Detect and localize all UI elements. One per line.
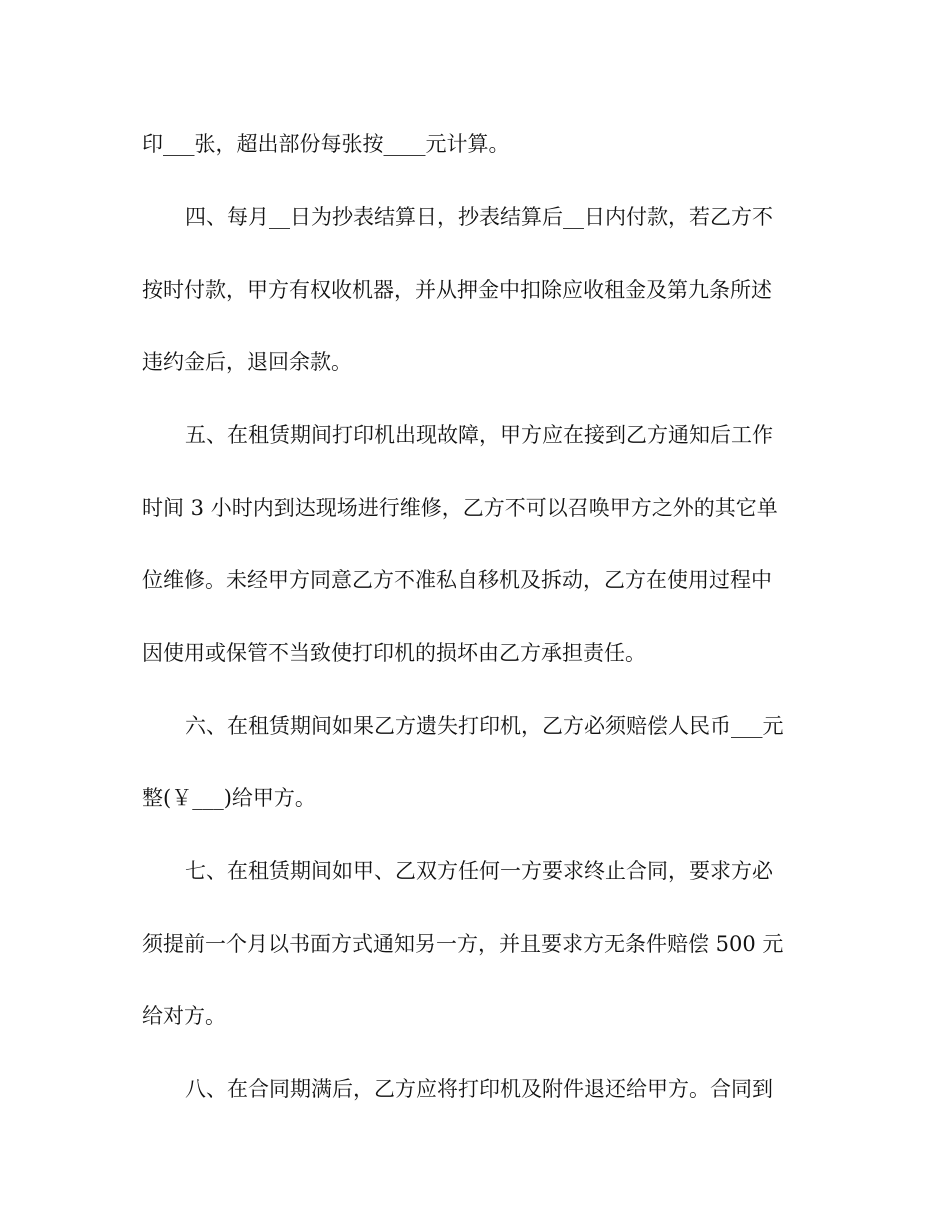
text-line: 时间 3 小时内到达现场进行维修，乙方不可以召唤甲方之外的其它单 [142, 496, 778, 520]
text-line: 因使用或保管不当致使打印机的损坏由乙方承担责任。 [142, 641, 646, 665]
text-line: 违约金后，退回余款。 [142, 350, 352, 374]
clause-7-start: 七、在租赁期间如甲、乙双方任何一方要求终止合同，要求方必 [185, 859, 773, 883]
clause-8-start: 八、在合同期满后，乙方应将打印机及附件退还给甲方。合同到 [185, 1077, 773, 1101]
text-line: 位维修。未经甲方同意乙方不准私自移机及拆动，乙方在使用过程中 [142, 568, 772, 592]
text-line: 整(￥___)给甲方。 [142, 786, 316, 810]
clause-4-start: 四、每月__日为抄表结算日，抄表结算后__日内付款，若乙方不 [185, 205, 773, 229]
text-line: 按时付款，甲方有权收机器，并从押金中扣除应收租金及第九条所述 [142, 278, 772, 302]
text-line: 印___张，超出部份每张按____元计算。 [142, 132, 510, 156]
clause-6-start: 六、在租赁期间如果乙方遗失打印机，乙方必须赔偿人民币___元 [185, 714, 784, 738]
text-line: 给对方。 [142, 1004, 226, 1028]
text-line: 须提前一个月以书面方式通知另一方，并且要求方无条件赔偿 500 元 [142, 932, 784, 956]
clause-5-start: 五、在租赁期间打印机出现故障，甲方应在接到乙方通知后工作 [185, 423, 773, 447]
